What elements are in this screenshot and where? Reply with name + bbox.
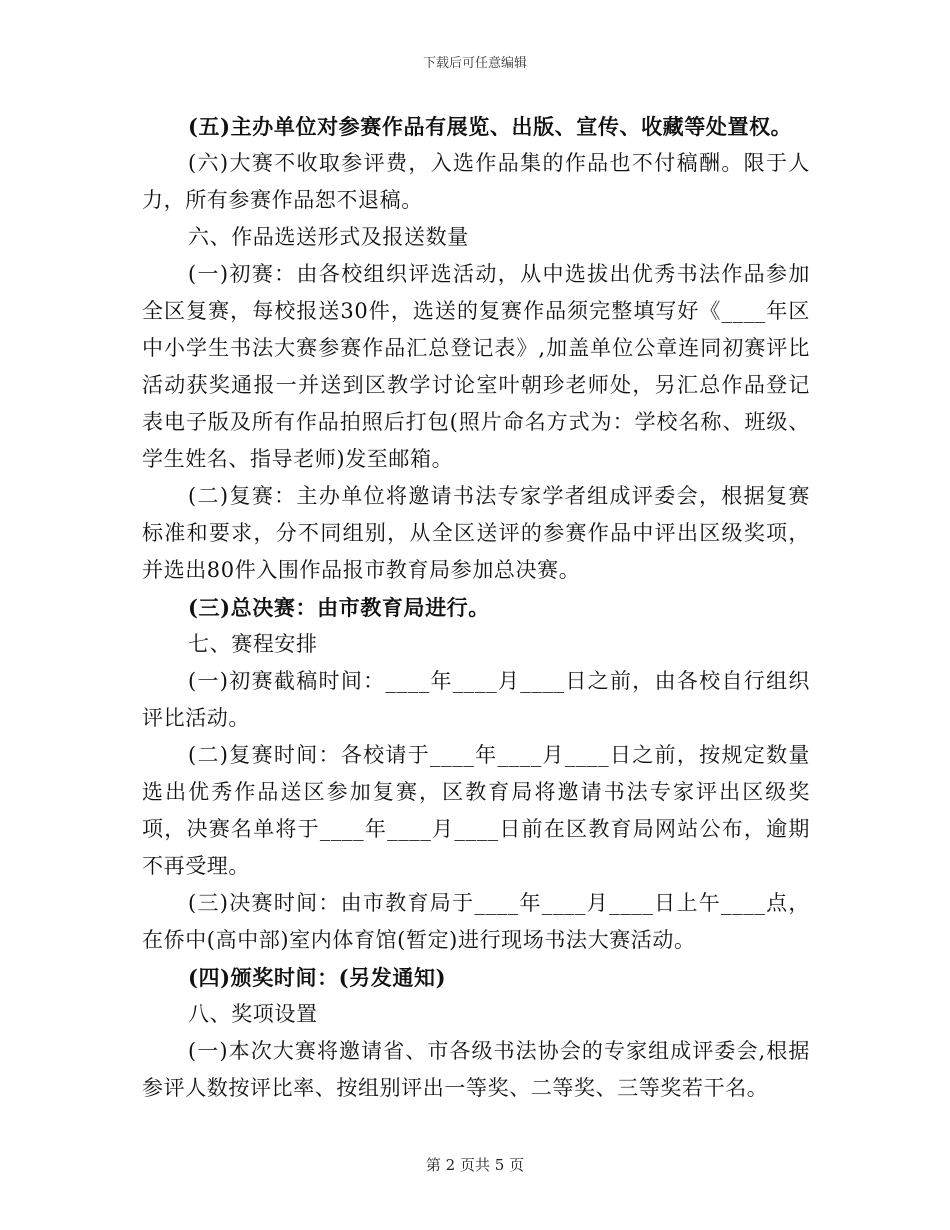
- paragraph-schedule-1: (一)初赛截稿时间：____年____月____日之前，由各校自行组织评比活动。: [142, 669, 810, 730]
- paragraph-schedule-2: (二)复赛时间：各校请于____年____月____日之前，按规定数量选出优秀作品送区参加复赛，区教育局将邀请书法专家评出区级奖项，决赛名单将于____年____月____日前在区教育局网站公布，逾期不再受理。: [142, 743, 810, 878]
- section-heading-7: 七、赛程安排: [188, 632, 318, 656]
- section-heading-6: 六、作品选送形式及报送数量: [188, 225, 469, 249]
- page-footer: 第 2 页共 5 页: [425, 1156, 525, 1174]
- paragraph-semifinal: (二)复赛：主办单位将邀请书法专家学者组成评委会，根据复赛标准和要求，分不同组别，从全区送评的参赛作品中评出区级奖项，并选出80件入围作品报市教育局参加总决赛。: [142, 484, 810, 582]
- paragraph-final: (三)总决赛：由市教育局进行。: [188, 595, 490, 620]
- paragraph-clause-5: (五)主办单位对参赛作品有展览、出版、宣传、收藏等处置权。: [188, 114, 793, 139]
- document-body: [142, 108, 810, 1107]
- paragraph-clause-6: (六)大赛不收取参评费，入选作品集的作品也不付稿酬。限于人力，所有参赛作品恕不退稿。: [142, 151, 810, 212]
- section-heading-8: 八、奖项设置: [188, 1002, 318, 1026]
- paragraph-schedule-3: (三)决赛时间：由市教育局于____年____月____日上午____点，在侨中(高中部)室内体育馆(暂定)进行现场书法大赛活动。: [142, 891, 810, 952]
- page-header: 下载后可任意编辑: [422, 56, 527, 71]
- paragraph-schedule-4: (四)颁奖时间：(另发通知): [188, 965, 447, 990]
- paragraph-preliminary: (一)初赛：由各校组织评选活动，从中选拔出优秀书法作品参加全区复赛，每校报送30件，选送的复赛作品须完整填写好《____年区中小学生书法大赛参赛作品汇总登记表》,加盖单位公章连同初赛评比活动获奖通报一并送到区教学讨论室叶朝珍老师处，另汇总作品登记表电子版及所有作品拍照后打包(照片命名方式为：学校名称、班级、学生姓名、指导老师)发至邮箱。: [142, 262, 810, 471]
- paragraph-awards-1: (一)本次大赛将邀请省、市各级书法协会的专家组成评委会,根据参评人数按评比率、按组别评出一等奖、二等奖、三等奖若干名。: [142, 1039, 810, 1100]
